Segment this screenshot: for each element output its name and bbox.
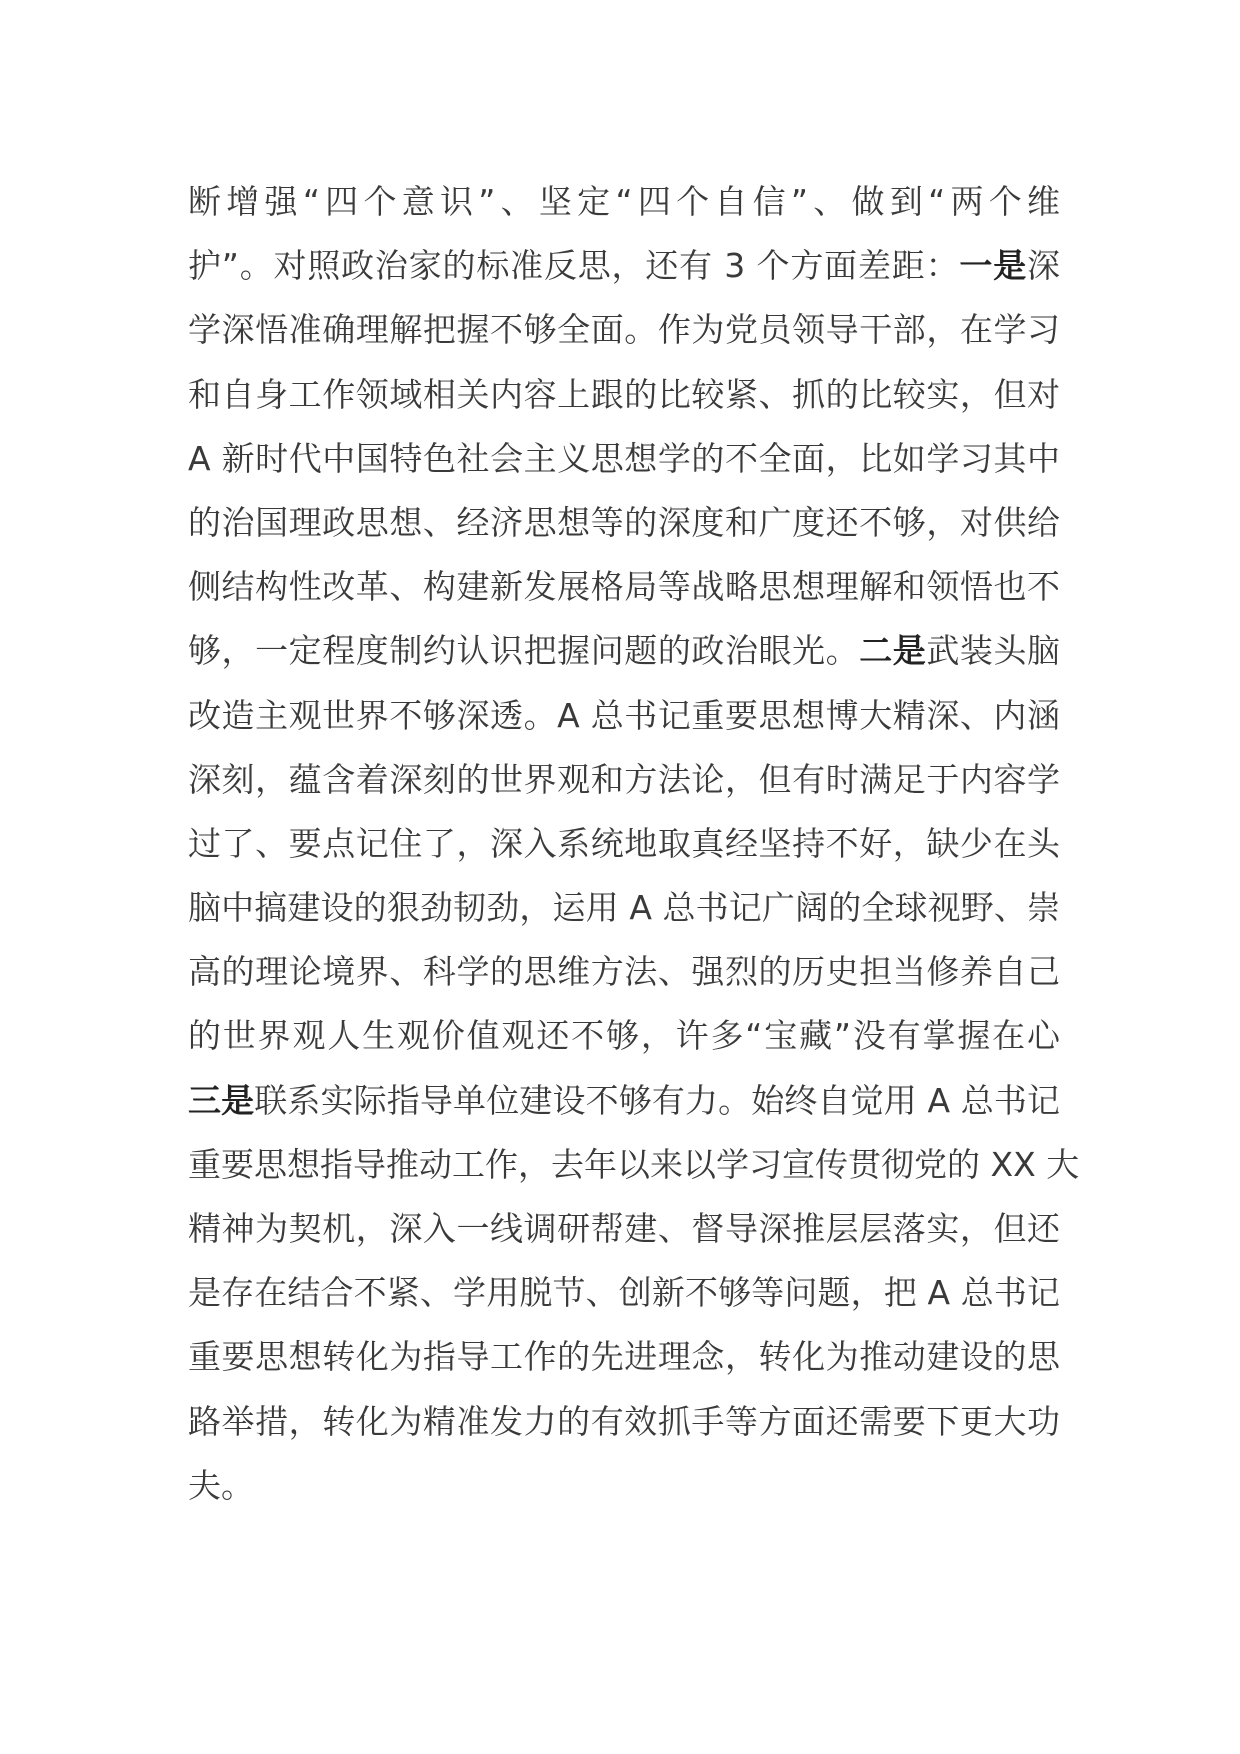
text-line-7: 侧结构性改革、构建新发展格局等战略思想理解和领悟也不 [188, 567, 1060, 607]
text-line-20: 路举措，转化为精准发力的有效抓手等方面还需要下更大功 [188, 1401, 1060, 1441]
text-line-14: 的世界观人生观价值观还不够，许多“宝藏”没有掌握在心 [188, 1016, 1060, 1056]
text-line-5: A 新时代中国特色社会主义思想学的不全面，比如学习其中 [188, 438, 1060, 478]
text-line-8-tail: 武装头脑 [926, 631, 1061, 671]
text-line-2-body: 护”。对照政治家的标准反思，还有 3 个方面差距： [188, 246, 960, 286]
text-line-21: 夫。 [188, 1465, 254, 1505]
body-paragraph [188, 170, 1080, 1518]
bold-marker-one: 一是 [959, 246, 1027, 286]
text-line-13: 高的理论境界、科学的思维方法、强烈的历史担当修养自己 [188, 952, 1060, 992]
text-line-15-body: 联系实际指导单位建设不够有力。始终自觉用 A 总书记 [254, 1080, 1060, 1120]
text-line-4: 和自身工作领域相关内容上跟的比较紧、抓的比较实，但对 [188, 374, 1060, 414]
bold-marker-three: 三是 [188, 1080, 255, 1120]
text-line-8-body: 够，一定程度制约认识把握问题的政治眼光。 [188, 631, 860, 671]
text-line-12: 脑中搞建设的狠劲韧劲，运用 A 总书记广阔的全球视野、崇 [188, 888, 1060, 928]
text-line-15 [188, 1069, 1060, 1133]
text-line-19: 重要思想转化为指导工作的先进理念，转化为推动建设的思 [188, 1337, 1060, 1377]
text-line-11: 过了、要点记住了，深入系统地取真经坚持不好，缺少在头 [188, 823, 1060, 863]
text-line-9: 改造主观世界不够深透。A 总书记重要思想博大精深、内涵 [188, 695, 1060, 735]
text-line-8 [188, 619, 1060, 683]
text-line-17: 精神为契机，深入一线调研帮建、督导深推层层落实，但还 [188, 1209, 1060, 1248]
text-line-16: 重要思想指导推动工作，去年以来以学习宣传贯彻党的 XX 大 [188, 1144, 1080, 1184]
text-line-6: 的治国理政思想、经济思想等的深度和广度还不够，对供给 [188, 502, 1060, 542]
text-line-1: 断增强“四个意识”、坚定“四个自信”、做到“两个维 [188, 182, 1060, 221]
text-line-18: 是存在结合不紧、学用脱节、创新不够等问题，把 A 总书记 [188, 1273, 1060, 1313]
text-line-10: 深刻，蕴含着深刻的世界观和方法论，但有时满足于内容学 [188, 759, 1060, 799]
text-line-3: 学深悟准确理解把握不够全面。作为党员领导干部，在学习 [188, 310, 1060, 350]
text-line-2-tail: 深 [1027, 246, 1060, 286]
bold-marker-two: 二是 [859, 631, 927, 671]
text-line-2 [188, 234, 1060, 298]
